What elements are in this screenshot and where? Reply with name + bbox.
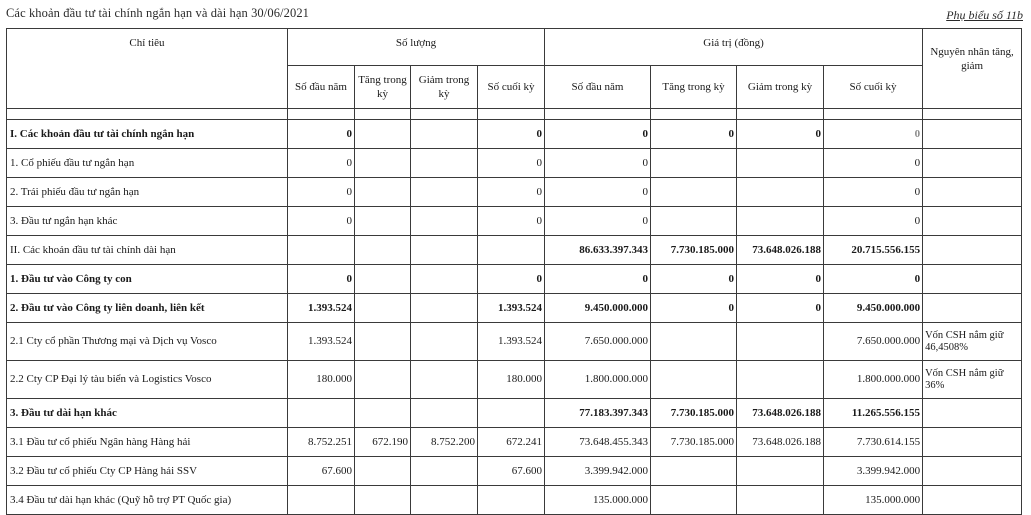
table-row: 3. Đầu tư ngắn hạn khác 0 0 0 0 — [7, 207, 1022, 236]
table-row: 3.1 Đầu tư cổ phiếu Ngân hàng Hàng hải 8.752.251 672.190 8.752.200 672.241 73.648.455.343 7.730.185.000 73.648.026.188 7.730.614.155 — [7, 428, 1022, 457]
col-reason: Nguyên nhân tăng, giảm — [923, 29, 1022, 109]
table-row: 2. Trái phiếu đầu tư ngắn hạn 0 0 0 0 — [7, 178, 1022, 207]
col-q-inc: Tăng trong kỳ — [355, 66, 411, 109]
header-row-1 — [7, 29, 1022, 66]
col-group-value: Giá trị (đồng) — [545, 29, 923, 66]
col-v-inc: Tăng trong kỳ — [651, 66, 737, 109]
col-indicator: Chỉ tiêu — [7, 29, 288, 109]
investment-table — [6, 28, 1022, 515]
document-title: Các khoản đầu tư tài chính ngắn hạn và dài hạn 30/06/2021 — [6, 6, 310, 20]
table-row: II. Các khoản đầu tư tài chính dài hạn 86.633.397.343 7.730.185.000 73.648.026.188 20.715.556.155 — [7, 236, 1022, 265]
col-q-close: Số cuối kỳ — [478, 66, 545, 109]
table-row: 2.1 Cty cổ phần Thương mại và Dịch vụ Vosco 1.393.524 1.393.524 7.650.000.000 7.650.000.000 Vốn CSH nắm giữ 46,4508% — [7, 323, 1022, 361]
col-group-quantity: Số lượng — [288, 29, 545, 66]
col-q-open: Số đầu năm — [288, 66, 355, 109]
table-row: 3. Đầu tư dài hạn khác 77.183.397.343 7.730.185.000 73.648.026.188 11.265.556.155 — [7, 399, 1022, 428]
col-v-open: Số đầu năm — [545, 66, 651, 109]
table-row: I. Các khoản đầu tư tài chính ngắn hạn 0 0 0 0 0 0 — [7, 120, 1022, 149]
table-row: 3.2 Đầu tư cổ phiếu Cty CP Hàng hải SSV 67.600 67.600 3.399.942.000 3.399.942.000 — [7, 457, 1022, 486]
table-row: 2.2 Cty CP Đại lý tàu biển và Logistics Vosco 180.000 180.000 1.800.000.000 1.800.000.000 Vốn CSH nắm giữ 36% — [7, 361, 1022, 399]
table-row: 1. Đầu tư vào Công ty con 0 0 0 0 0 0 — [7, 265, 1022, 294]
table-row: 2. Đầu tư vào Công ty liên doanh, liên kết 1.393.524 1.393.524 9.450.000.000 0 0 9.450.000.000 — [7, 294, 1022, 323]
table-row: 3.4 Đầu tư dài hạn khác (Quỹ hỗ trợ PT Quốc gia) 135.000.000 135.000.000 — [7, 486, 1022, 515]
col-q-dec: Giảm trong kỳ — [411, 66, 478, 109]
reason-note: Vốn CSH nắm giữ 46,4508% — [923, 323, 1022, 361]
reason-note: Vốn CSH nắm giữ 36% — [923, 361, 1022, 399]
spacer-row — [7, 109, 1022, 120]
appendix-label: Phụ biểu số 11b — [946, 8, 1023, 22]
table-row: 1. Cổ phiếu đầu tư ngắn hạn 0 0 0 0 — [7, 149, 1022, 178]
col-v-close: Số cuối kỳ — [824, 66, 923, 109]
col-v-dec: Giảm trong kỳ — [737, 66, 824, 109]
